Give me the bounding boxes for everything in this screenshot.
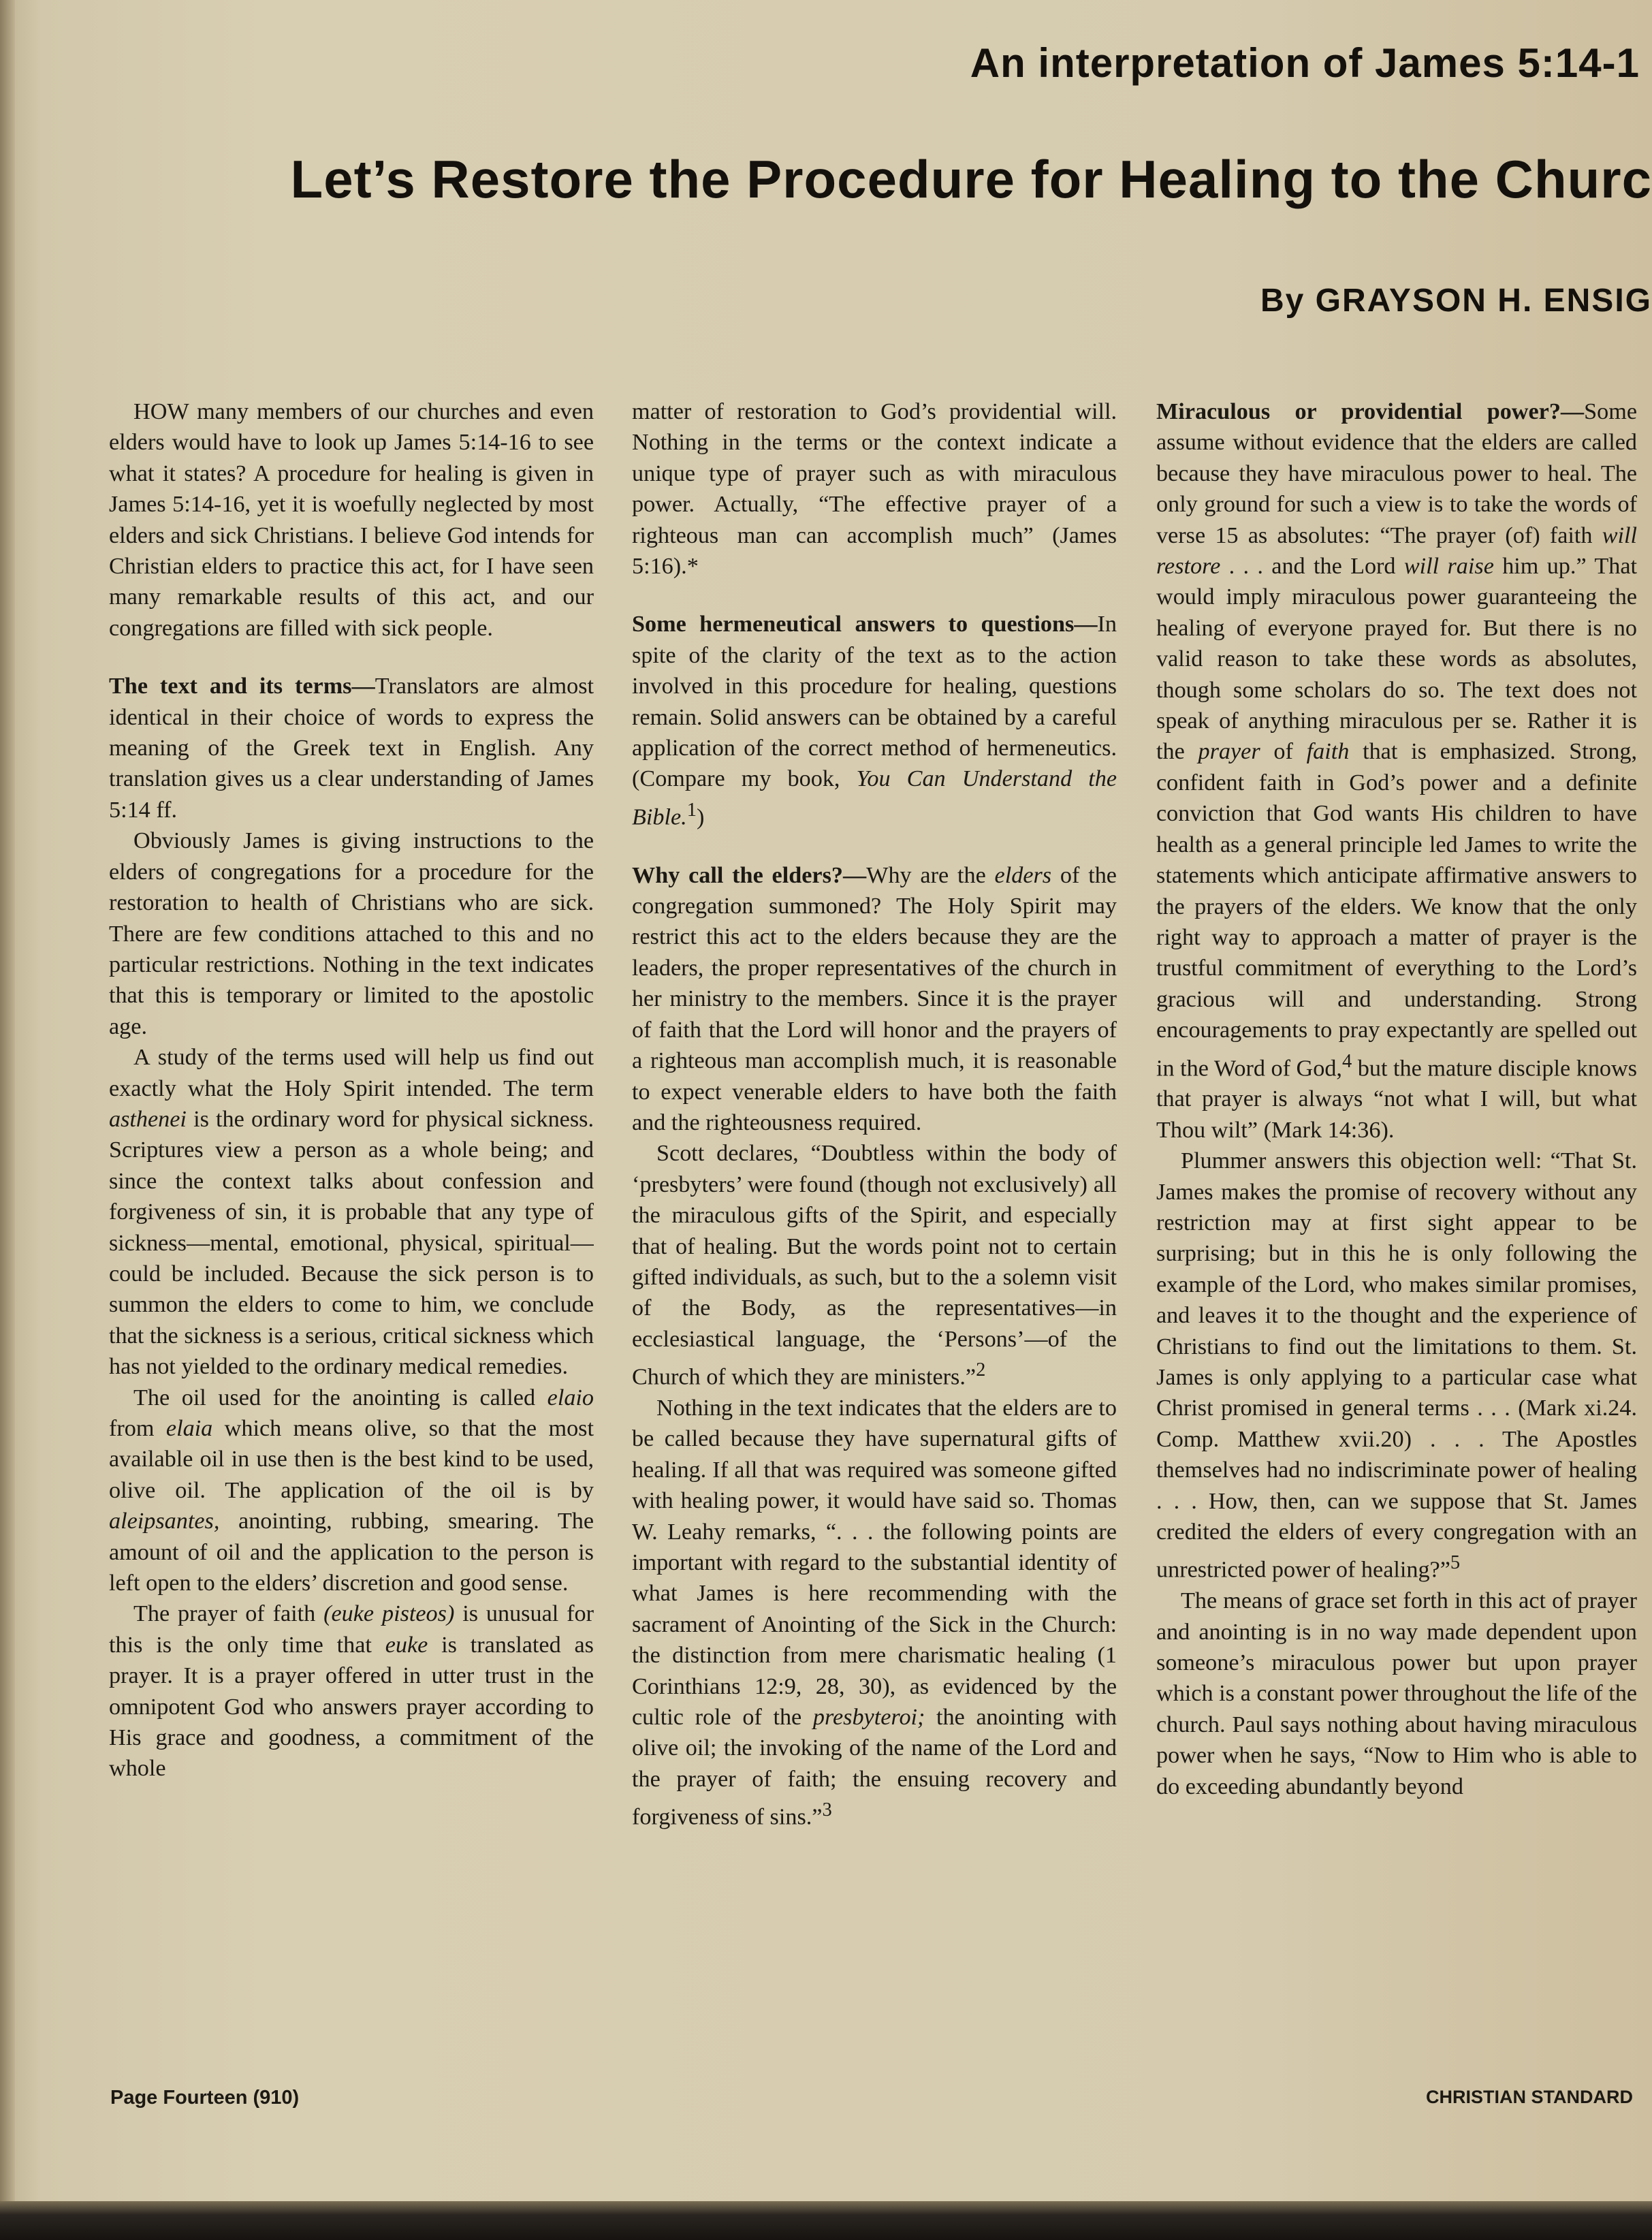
section-heading: Miraculous or providential power?— [1156, 399, 1585, 424]
page-number: Page Fourteen (910) [110, 2087, 300, 2109]
paragraph: HOW many members of our churches and even elders would have to look up James 5:14-16 to see what it states? A procedure for healing is given in James 5:14-16, yet it is woefully neglected by most elders and sick Christians. I believe God intends for Christian elders to practice this act, for I have seen many remarkable results of this act, and our congregations are filled with sick people. [109, 399, 594, 641]
scan-bottom-edge [0, 2201, 1652, 2240]
article-byline: By GRAYSON H. ENSIG [1260, 283, 1652, 319]
publication-name: CHRISTIAN STANDARD [1426, 2087, 1633, 2107]
paragraph: Nothing in the text indicates that the elders are to be called because they have supernatural gifts of healing. If all that was required was someone gifted with healing power, it would have said so. Thomas W. Leahy remarks, “. . . the following points are important with regard to the substantial identity of what James is here recommending with the sacrament of Anointing of the Sick in the Church: the distinction from mere charismatic healing (1 Corinthians 12:9, 28, 30), as evidenced by the cultic role of the presbyteroi; the anointing with olive oil; the invoking of the name of the Lord and the prayer of faith; the ensuing recovery and forgiveness of sins.”$^3$ [632, 1395, 1117, 1830]
paragraph: A study of the terms used will help us find out exactly what the Holy Spirit intended. The term asthenei is the ordinary word for physical sickness. Scriptures view a person as a whole being; and since the context talks about confession and forgiveness of sin, it is probable that any type of sickness—mental, emotional, physical, spiritual—could be included. Because the sick person is to summon the elders to come to him, we conclude that the sickness is a serious, critical sickness which has not yielded to the ordinary medical remedies. [109, 1045, 594, 1380]
text-column-1 [109, 396, 594, 2058]
section-heading: The text and its terms— [109, 674, 375, 699]
article-kicker: An interpretation of James 5:14-1 [970, 40, 1640, 86]
paragraph: The means of grace set forth in this act of prayer and anointing is in no way made dependent upon someone’s miraculous power but upon prayer which is a constant power throughout the life of the church. Paul says nothing about having miraculous power when he says, “Now to Him who is able to do exceeding abundantly beyond [1156, 1588, 1637, 1799]
paragraph: Obviously James is giving instructions to the elders of congregations for a procedure for the restoration to health of Christians who are sick. There are few conditions attached to this and no particular restrictions. Nothing in the text indicates that this is temporary or limited to the apostolic age. [109, 828, 594, 1039]
paragraph: The text and its terms—Translators are almost identical in their choice of words to express the meaning of the Greek text in English. Any translation gives us a clear understanding of James 5:14 ff. [109, 674, 594, 823]
text-column-3 [1156, 396, 1637, 2058]
page-edge-shadow [0, 0, 15, 2240]
paragraph: The prayer of faith (euke pisteos) is unusual for this is the only time that euke is translated as prayer. It is a prayer offered in utter trust in the omnipotent God who answers prayer according to His grace and goodness, a commitment of the whole [109, 1601, 594, 1782]
paragraph: Scott declares, “Doubtless within the body of ‘presbyters’ were found (though not exclusively) all the miraculous gifts of the Spirit, and especially that of healing. But the words point not to certain gifted individuals, as such, but to the a solemn visit of the Body, as the representatives—in ecclesiastical language, the ‘Persons’—of the Church of which they are ministers.”$^2$ [632, 1141, 1117, 1390]
paragraph: Miraculous or providential power?—Some assume without evidence that the elders are called because they have miraculous power to heal. The only ground for such a view is to take the words of verse 15 as absolutes: “The prayer (of) faith will restore . . . and the Lord will raise him up.” That would imply miraculous power guaranteeing the healing of everyone prayed for. But there is no valid reason to take these words as absolutes, though some scholars do so. The text does not speak of anything miraculous per se. Rather it is the prayer of faith that is emphasized. Strong, confident faith in God’s power and a definite conviction that God wants His children to have health as a general principle led James to write the statements which anticipate affirmative answers to the prayers of the elders. We know that the only right way to approach a matter of prayer is the trustful commitment of everything to the Lord’s gracious will and understanding. Strong encouragements to pray expectantly are spelled out in the Word of God,$^4$ but the mature disciple knows that prayer is always “not what I will, but what Thou wilt” (Mark 14:36). [1156, 399, 1637, 1143]
section-heading: Why call the elders?— [632, 862, 867, 888]
paragraph: Why call the elders?—Why are the elders of the congregation summoned? The Holy Spirit may restrict this act to the elders because they are the leaders, the proper representatives of the church in her ministry to the members. Since it is the prayer of faith that the Lord will honor and the prayers of a righteous man accomplish much, it is reasonable to expect venerable elders to have both the faith and the righteousness required. [632, 862, 1117, 1135]
paragraph: matter of restoration to God’s providential will. Nothing in the terms or the context indicate a unique type of prayer such as with miraculous power. Actually, “The effective prayer of a righteous man can accomplish much” (James 5:16).* [632, 399, 1117, 580]
section-heading: Some hermeneutical answers to questions— [632, 612, 1098, 637]
paragraph: Some hermeneutical answers to questions—In spite of the clarity of the text as to the action involved in this procedure for healing, questions remain. Solid answers can be obtained by a careful application of the correct method of hermeneutics. (Compare my book, You Can Understand the Bible.$^1$) [632, 612, 1117, 830]
paragraph: The oil used for the anointing is called elaio from elaia which means olive, so that the most available oil in use then is the best kind to be used, olive oil. The application of the oil is by aleipsantes, anointing, rubbing, smearing. The amount of oil and the application to the person is left open to the elders’ discretion and good sense. [109, 1385, 594, 1596]
text-column-2 [632, 396, 1117, 2058]
article-title: Let’s Restore the Procedure for Healing to the Churc [290, 149, 1652, 209]
paragraph: Plummer answers this objection well: “That St. James makes the promise of recovery without any restriction may at first sight appear to be surprising; but in this he is only following the example of the Lord, who makes similar promises, and leaves it to the thought and the experience of Christians to find out the limitations to them. St. James is only applying to a particular case what Christ promised in general terms . . . (Mark xi.24. Comp. Matthew xvii.20) . . . The Apostles themselves had no indiscriminate power of healing . . . How, then, can we suppose that St. James credited the elders of every congregation with an unrestricted power of healing?”$^5$ [1156, 1148, 1637, 1583]
